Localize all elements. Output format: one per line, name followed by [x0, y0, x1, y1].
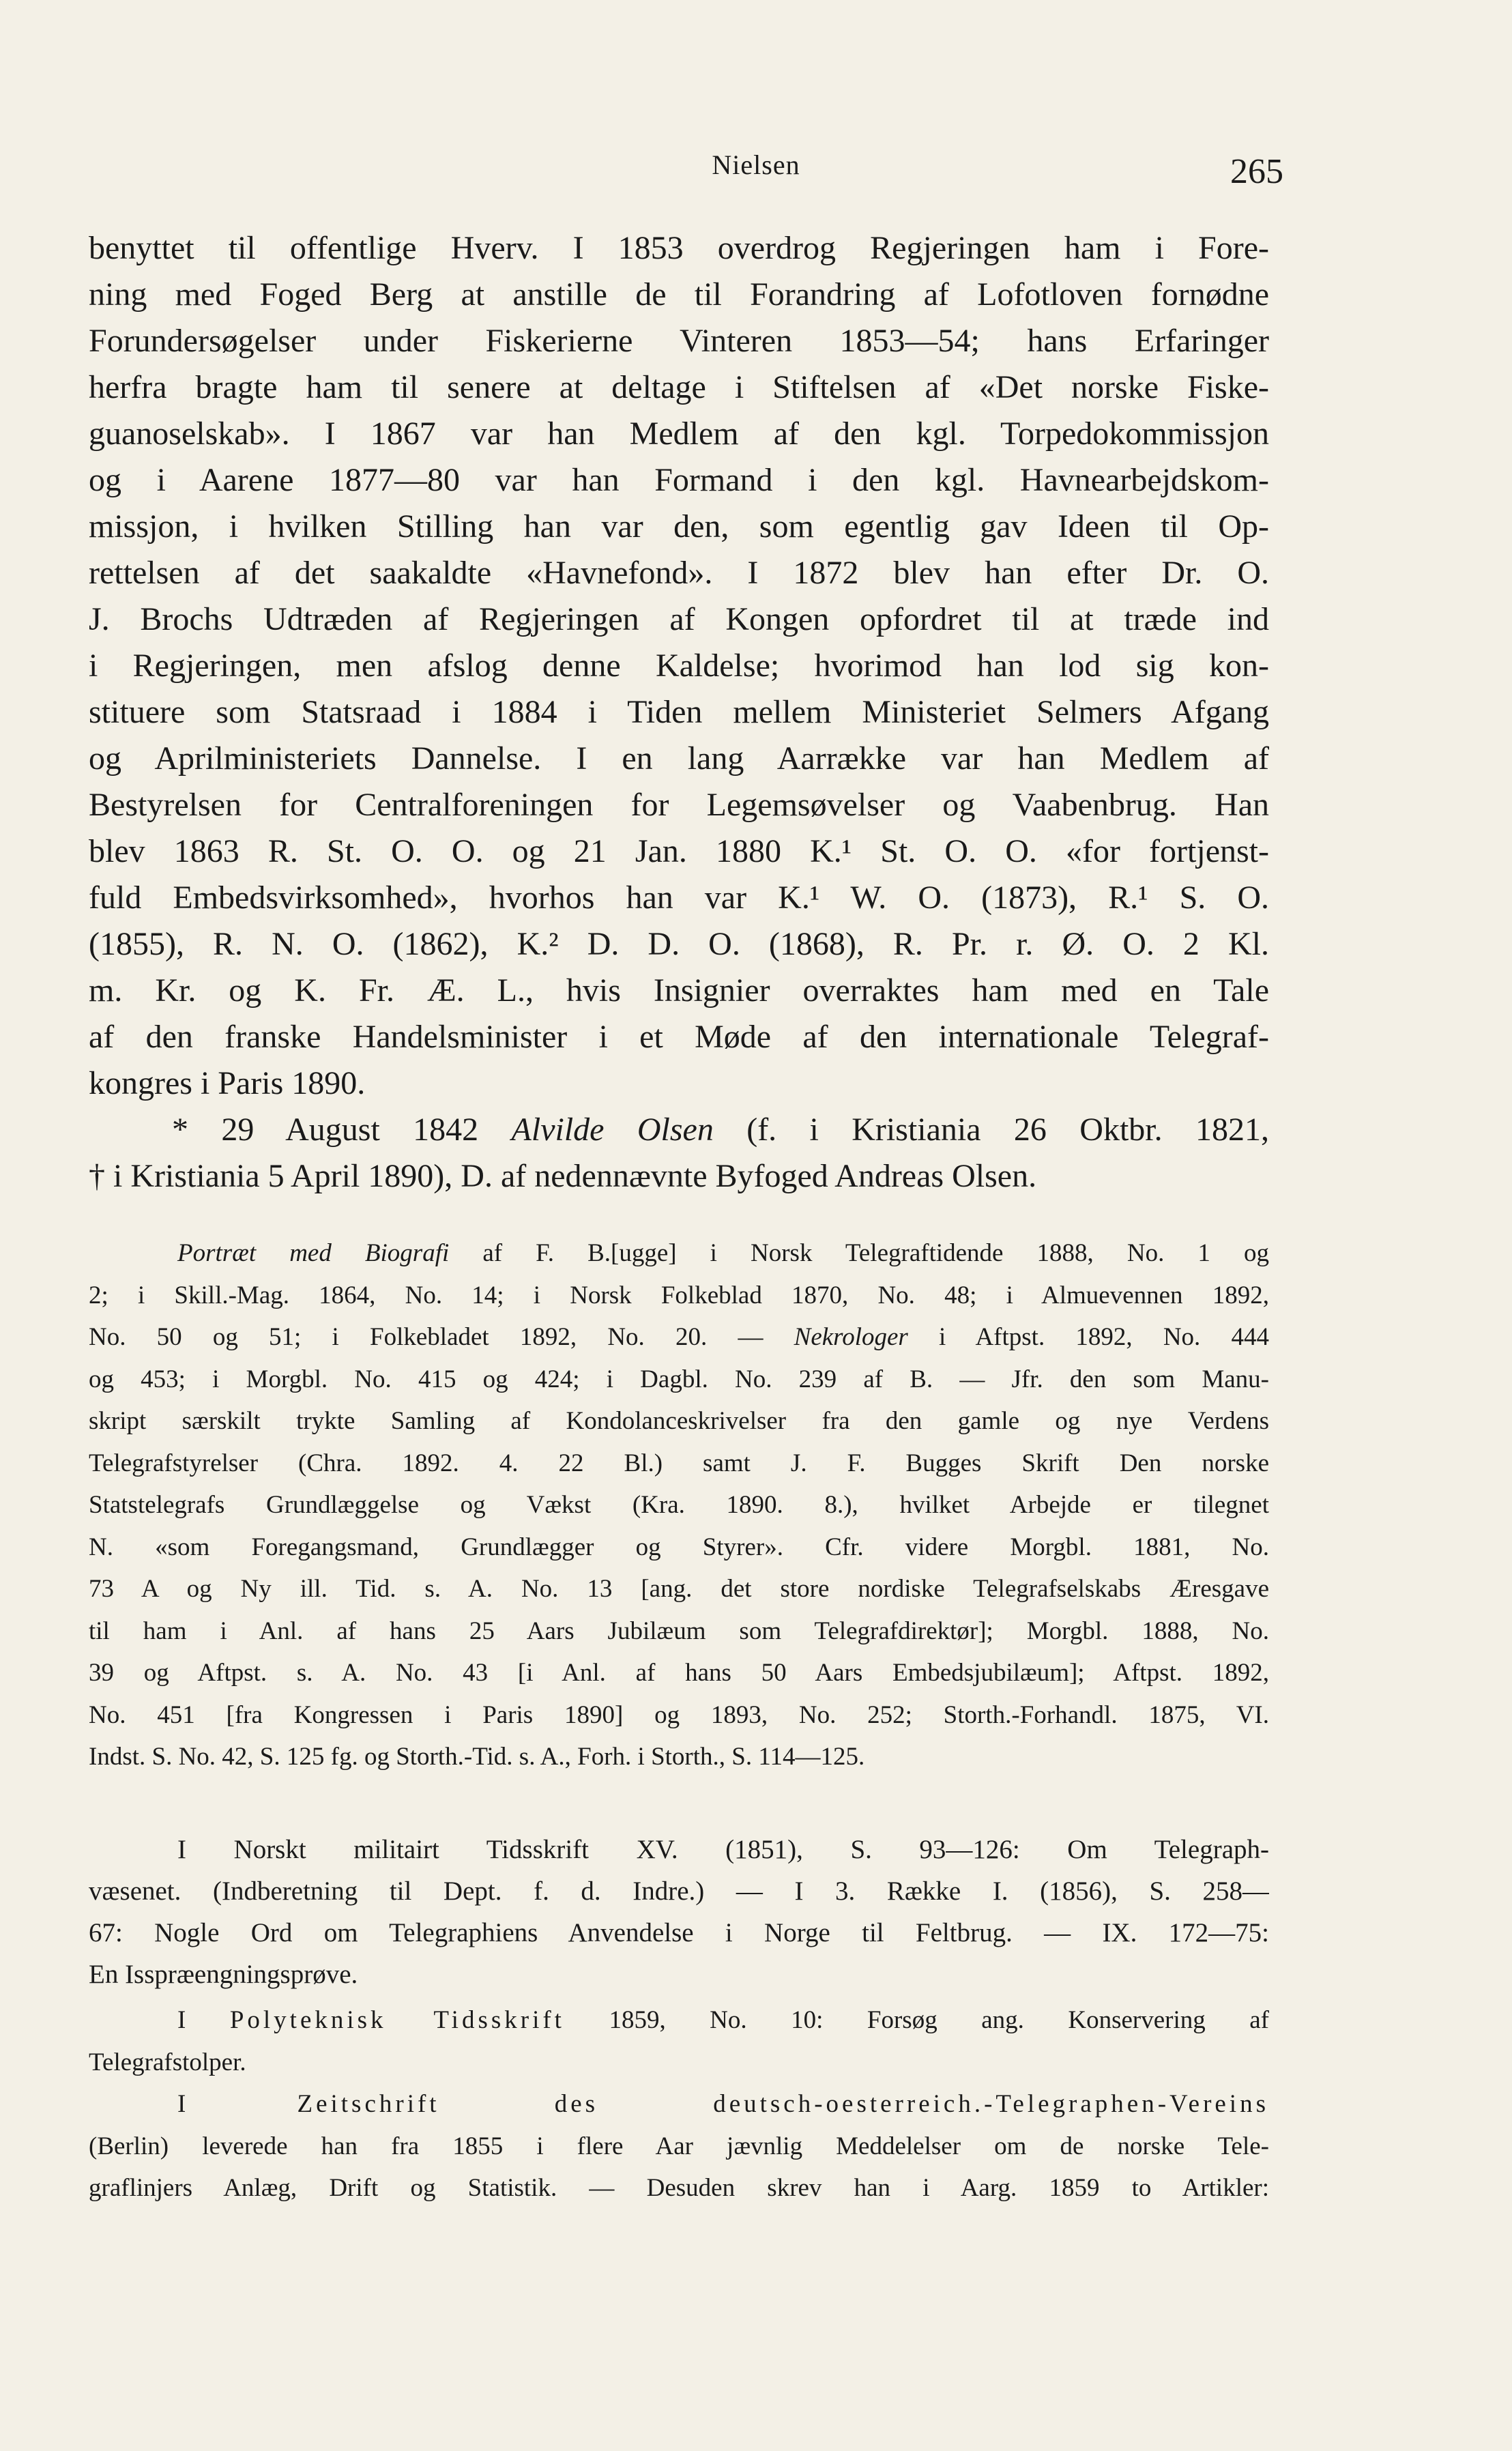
body-line: missjon, i hvilken Stilling han var den, som egentlig gav Ideen til Op- [89, 508, 1269, 545]
fraktur-line: I Norskt militairt Tidsskrift XV. (1851), S. 93—126: Om Telegraph- [177, 1835, 1269, 1864]
body-line: i Regjeringen, men afslog denne Kaldelse; hvorimod han lod sig kon- [89, 648, 1269, 684]
note-line: 73 A og Ny ill. Tid. s. A. No. 13 [ang. det store nordiske Telegrafselskabs Æresgave [89, 1575, 1269, 1603]
body-line: og Aprilministeriets Dannelse. I en lang Aarrække var han Medlem af [89, 740, 1269, 777]
note-line: og 453; i Morgbl. No. 415 og 424; i Dagbl. No. 239 af B. — Jfr. den som Manu- [89, 1365, 1269, 1393]
source-line: I Polyteknisk Tidsskrift 1859, No. 10: Forsøg ang. Konservering af [177, 2006, 1269, 2034]
source-line: (Berlin) leverede han fra 1855 i flere Aar jævnlig Meddelelser om de norske Tele- [89, 2132, 1269, 2160]
source-line: Telegrafstolper. [89, 2048, 246, 2076]
fraktur-line: væsenet. (Indberetning til Dept. f. d. Indre.) — I 3. Række I. (1856), S. 258— [89, 1876, 1269, 1906]
body-line: fuld Embedsvirksomhed», hvorhos han var K.¹ W. O. (1873), R.¹ S. O. [89, 880, 1269, 916]
running-header: Nielsen [712, 149, 800, 180]
body-line: af den franske Handelsminister i et Møde af den internationale Telegraf- [89, 1019, 1269, 1055]
body-line: rettelsen af det saakaldte «Havnefond». I 1872 blev han efter Dr. O. [89, 555, 1269, 591]
body-line: ning med Foged Berg at anstille de til Forandring af Lofotloven fornødne [89, 276, 1269, 313]
note-line: 39 og Aftpst. s. A. No. 43 [i Anl. af hans 50 Aars Embedsjubilæum]; Aftpst. 1892, [89, 1659, 1269, 1687]
note-line: Portræt med Biografi af F. B.[ugge] i Norsk Telegraftidende 1888, No. 1 og [177, 1239, 1269, 1267]
marriage-line: * 29 August 1842 Alvilde Olsen (f. i Kristiania 26 Oktbr. 1821, [172, 1112, 1269, 1148]
journal-title: Zeitschrift des deutsch-oesterreich.-Telegraphen-Vereins [297, 2090, 1269, 2118]
spouse-name: Alvilde Olsen [511, 1112, 714, 1148]
body-line: guanoselskab». I 1867 var han Medlem af den kgl. Torpedokommissjon [89, 416, 1269, 452]
fraktur-line: En Isspræengningsprøve. [89, 1960, 358, 1989]
journal-title: Polyteknisk Tidsskrift [229, 2006, 565, 2034]
body-line: m. Kr. og K. Fr. Æ. L., hvis Insignier overraktes ham med en Tale [89, 972, 1269, 1009]
biography-paragraph [89, 225, 1269, 1200]
body-line: blev 1863 R. St. O. O. og 21 Jan. 1880 K.¹ St. O. O. «for fortjenst- [89, 833, 1269, 869]
body-line: J. Brochs Udtræden af Regjeringen af Kongen opfordret til at træde ind [89, 601, 1269, 637]
body-line: (1855), R. N. O. (1862), K.² D. D. O. (1868), R. Pr. r. Ø. O. 2 Kl. [89, 926, 1269, 962]
death-line: † i Kristiania 5 April 1890), D. af nedennævnte Byfoged Andreas Olsen. [89, 1158, 1037, 1194]
fraktur-line: 67: Nogle Ord om Telegraphiens Anvendelse i Norge til Feltbrug. — IX. 172—75: [89, 1918, 1269, 1947]
body-line: benyttet til offentlige Hverv. I 1853 overdrog Regjeringen ham i Fore- [89, 230, 1269, 266]
body-line: herfra bragte ham til senere at deltage i Stiftelsen af «Det norske Fiske- [89, 369, 1269, 405]
body-line: kongres i Paris 1890. [89, 1065, 366, 1101]
note-line: til ham i Anl. af hans 25 Aars Jubilæum som Telegrafdirektør]; Morgbl. 1888, No. [89, 1616, 1269, 1645]
note-line: skript særskilt trykte Samling af Kondolanceskrivelser fra den gamle og nye Verdens [89, 1407, 1269, 1435]
note-line: Statstelegrafs Grundlæggelse og Vækst (Kra. 1890. 8.), hvilket Arbejde er tilegnet [89, 1491, 1269, 1519]
body-line: Forundersøgelser under Fiskerierne Vinteren 1853—54; hans Erfaringer [89, 323, 1269, 359]
portrait-note [89, 1232, 1269, 1778]
source-line: graflinjers Anlæg, Drift og Statistik. — Desuden skrev han i Aarg. 1859 to Artikler: [89, 2174, 1269, 2202]
note-line: Indst. S. No. 42, S. 125 fg. og Storth.-Tid. s. A., Forh. i Storth., S. 114—125. [89, 1743, 865, 1771]
note-line: No. 50 og 51; i Folkebladet 1892, No. 20. — Nekrologer i Aftpst. 1892, No. 444 [89, 1323, 1269, 1351]
page-number: 265 [1230, 152, 1283, 191]
publications-sources [89, 1999, 1269, 2209]
publications-fraktur [89, 1829, 1269, 1995]
body-line: stituere som Statsraad i 1884 i Tiden mellem Ministeriet Selmers Afgang [89, 694, 1269, 730]
note-line: N. «som Foregangsmand, Grundlægger og Styrer». Cfr. videre Morgbl. 1881, No. [89, 1533, 1269, 1561]
note-line: Telegrafstyrelser (Chra. 1892. 4. 22 Bl.) samt J. F. Bugges Skrift Den norske [89, 1449, 1269, 1477]
source-line: I Zeitschrift des deutsch-oesterreich.-Telegraphen-Vereins [177, 2090, 1269, 2118]
body-line: og i Aarene 1877—80 var han Formand i den kgl. Havnearbejdskom- [89, 462, 1269, 498]
body-line: Bestyrelsen for Centralforeningen for Legemsøvelser og Vaabenbrug. Han [89, 787, 1269, 823]
note-line: No. 451 [fra Kongressen i Paris 1890] og 1893, No. 252; Storth.-Forhandl. 1875, VI. [89, 1700, 1269, 1729]
note-line: 2; i Skill.-Mag. 1864, No. 14; i Norsk Folkeblad 1870, No. 48; i Almuevennen 1892, [89, 1281, 1269, 1309]
